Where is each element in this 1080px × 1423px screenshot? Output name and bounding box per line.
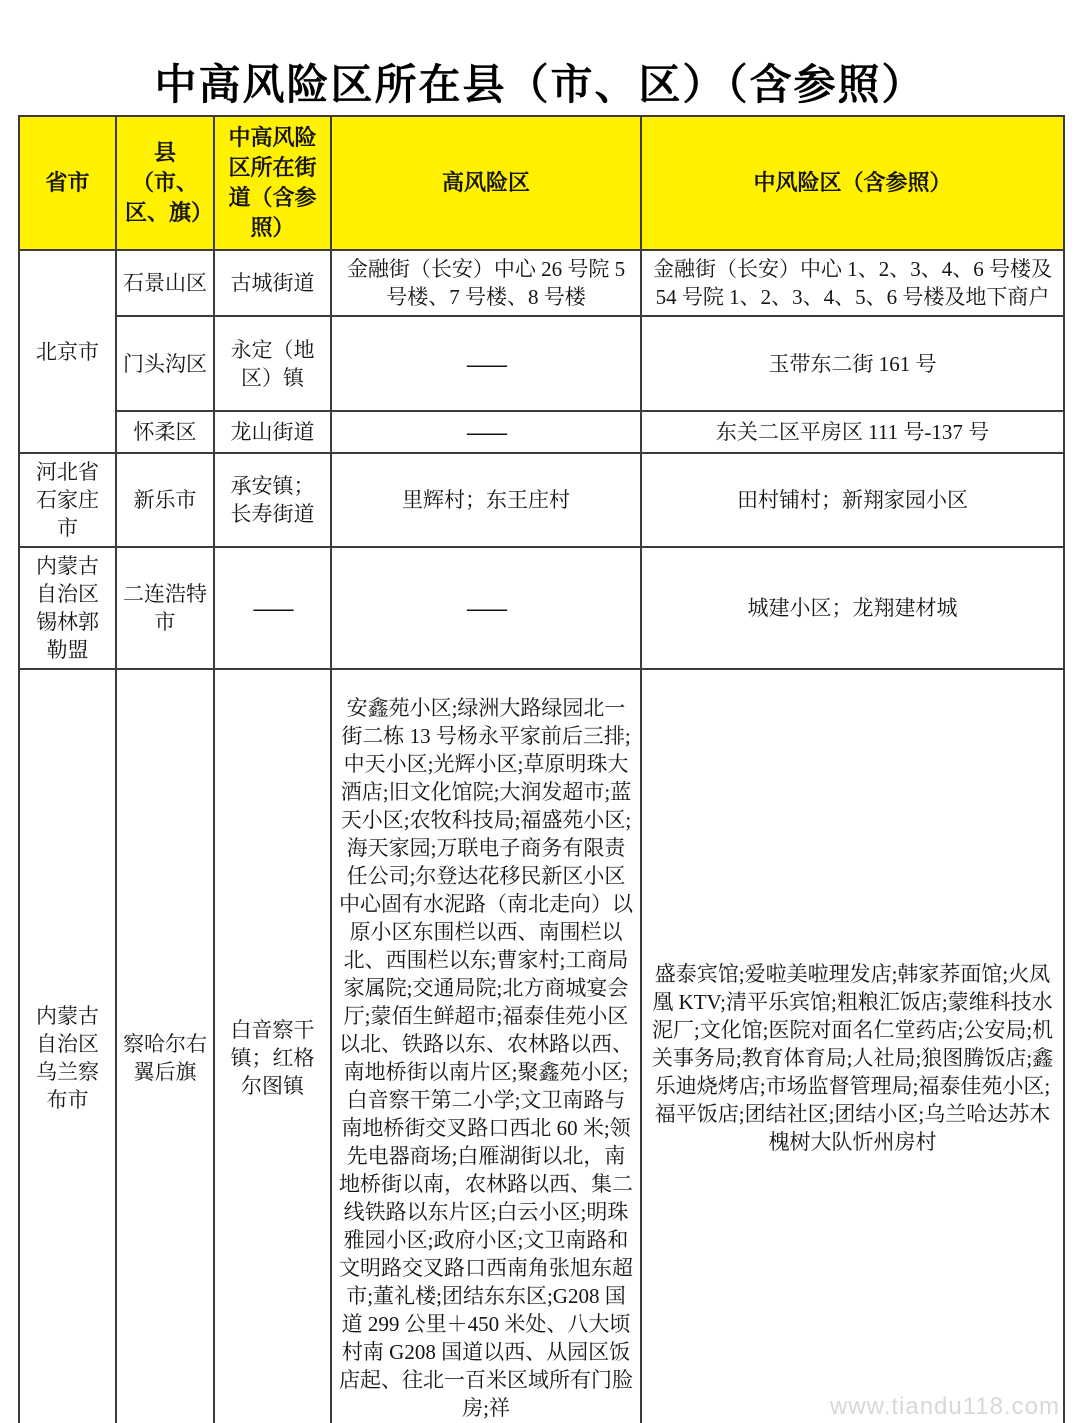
- cell-county-shijingshan: 石景山区: [116, 250, 214, 316]
- cell-street-r5: ——: [214, 547, 331, 669]
- header-street: 中高风险区所在街道（含参照）: [214, 116, 331, 250]
- cell-province-beijing: 北京市: [19, 250, 116, 453]
- page-title: 中高风险区所在县（市、区）（含参照）: [154, 63, 926, 109]
- cell-medium-r3: 东关二区平房区 111 号-137 号: [641, 411, 1064, 453]
- header-county: 县（市、区、旗）: [116, 116, 214, 250]
- cell-street-yongding: 永定（地区）镇: [214, 316, 331, 411]
- cell-medium-r2: 玉带东二街 161 号: [641, 316, 1064, 411]
- cell-province-xilingol: 内蒙古自治区锡林郭勒盟: [19, 547, 116, 669]
- cell-street-chengan: 承安镇；长寿街道: [214, 453, 331, 547]
- watermark: www.tiandu118.com: [830, 1393, 1060, 1420]
- header-province: 省市: [19, 116, 116, 250]
- cell-county-huairou: 怀柔区: [116, 411, 214, 453]
- header-high-risk: 高风险区: [331, 116, 641, 250]
- cell-street-baiyinchagan: 白音察干镇；红格尔图镇: [214, 669, 331, 1423]
- cell-street-gucheng: 古城街道: [214, 250, 331, 316]
- cell-medium-r6: 盛泰宾馆;爱啦美啦理发店;韩家荞面馆;火凤凰 KTV;清平乐宾馆;粗粮汇饭店;蒙维科技水泥厂;文化馆;医院对面名仁堂药店;公安局;机关事务局;教育体育局;人社局;狼图腾饭店;鑫乐迪烧烤店;市场监督管理局;福泰佳苑小区;福平饭店;团结社区;团结小区;乌兰哈达苏木槐树大队忻州房村: [641, 669, 1064, 1423]
- cell-county-erenhot: 二连浩特市: [116, 547, 214, 669]
- cell-county-mentougou: 门头沟区: [116, 316, 214, 411]
- cell-high-r5: ——: [331, 547, 641, 669]
- cell-province-ulanqab: 内蒙古自治区乌兰察布市: [19, 669, 116, 1423]
- cell-high-r4: 里辉村；东王庄村: [331, 453, 641, 547]
- table-row: [19, 669, 1064, 1423]
- risk-area-table: [18, 115, 1065, 1423]
- cell-high-r3: ——: [331, 411, 641, 453]
- cell-medium-r5: 城建小区；龙翔建材城: [641, 547, 1064, 669]
- cell-street-longshan: 龙山街道: [214, 411, 331, 453]
- cell-county-chahar: 察哈尔右翼后旗: [116, 669, 214, 1423]
- cell-county-xinle: 新乐市: [116, 453, 214, 547]
- table-row: [19, 316, 1064, 411]
- table-row: [19, 547, 1064, 669]
- table-row: [19, 411, 1064, 453]
- cell-high-r6: 安鑫苑小区;绿洲大路绿园北一街二栋 13 号杨永平家前后三排;中天小区;光辉小区;草原明珠大酒店;旧文化馆院;大润发超市;蓝天小区;农牧科技局;福盛苑小区;海天家园;万联电子商务有限责任公司;尔登达花移民新区小区中心固有水泥路（南北走向）以原小区东围栏以西、南围栏以北、西围栏以东;曹家村;工商局家属院;交通局院;北方商城宴会厅;蒙佰生鲜超市;福泰佳苑小区以北、铁路以东、农林路以西、南地桥街以南片区;聚鑫苑小区;白音察干第二小学;文卫南路与南地桥街交叉路口西北 60 米;领先电器商场;白雁湖街以北，南地桥街以南，农林路以西、集二线铁路以东片区;白云小区;明珠雅园小区;政府小区;文卫南路和文明路交叉路口西南角张旭东超市;董礼楼;团结东东区;G208 国道 299 公里＋450 米处、八大顷村南 G208 国道以西、从园区饭店起、往北一百米区域所有门脸房;祥: [331, 669, 641, 1423]
- table-row: [19, 453, 1064, 547]
- cell-medium-r4: 田村铺村；新翔家园小区: [641, 453, 1064, 547]
- table-row: [19, 250, 1064, 316]
- cell-province-shijiazhuang: 河北省石家庄市: [19, 453, 116, 547]
- header-row: [19, 116, 1064, 250]
- cell-high-r1: 金融街（长安）中心 26 号院 5 号楼、7 号楼、8 号楼: [331, 250, 641, 316]
- header-medium-risk: 中风险区（含参照）: [641, 116, 1064, 250]
- cell-medium-r1: 金融街（长安）中心 1、2、3、4、6 号楼及 54 号院 1、2、3、4、5、6 号楼及地下商户: [641, 250, 1064, 316]
- cell-high-r2: ——: [331, 316, 641, 411]
